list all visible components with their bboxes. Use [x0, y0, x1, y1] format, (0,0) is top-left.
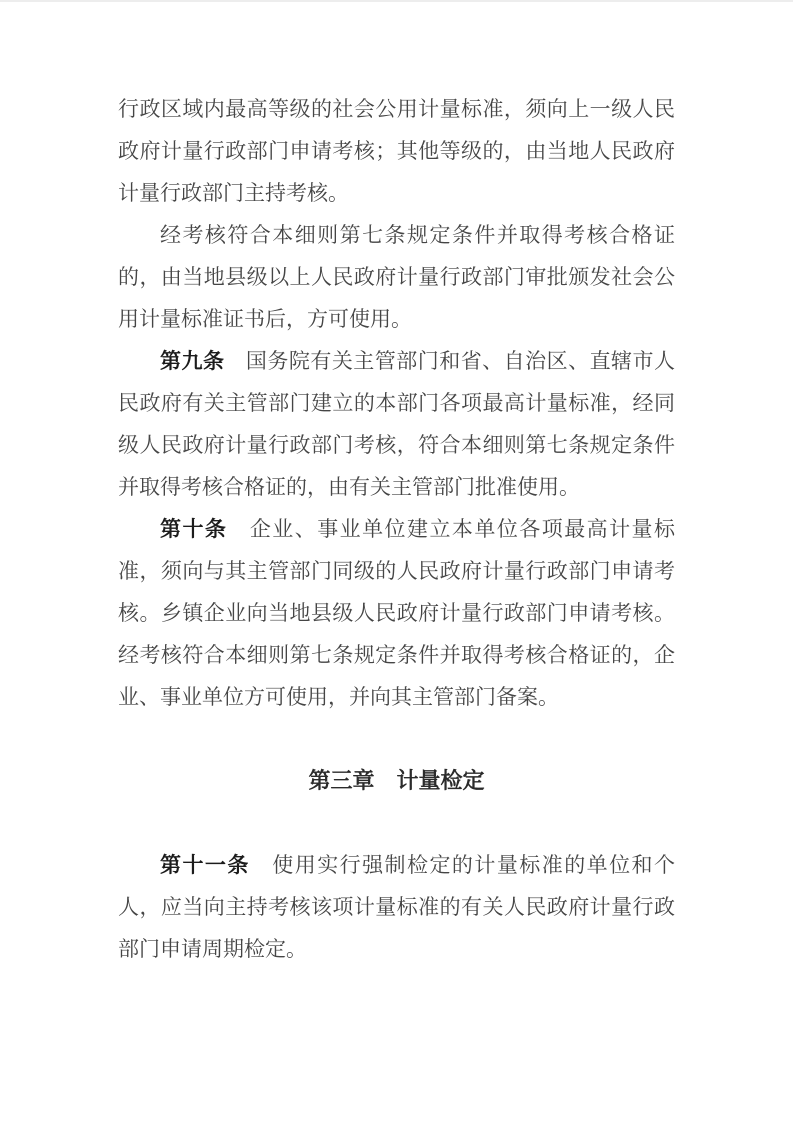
paragraph-continuation: [118, 88, 675, 214]
article-number: 第十一条: [160, 853, 250, 877]
document-content: [118, 88, 675, 970]
paragraph-text: 使用实行强制检定的计量标准的单位和个人，应当向主持考核该项计量标准的有关人民政府计量行政部门申请周期检定。: [118, 853, 676, 961]
paragraph-article-11: [118, 844, 675, 970]
paragraph-text: 经考核符合本细则第七条规定条件并取得考核合格证的，由当地县级以上人民政府计量行政部门审批颁发社会公用计量标准证书后，方可使用。: [118, 223, 675, 331]
paragraph: [118, 214, 675, 340]
article-number: 第十条: [160, 517, 228, 541]
paragraph-text: 行政区域内最高等级的社会公用计量标准，须向上一级人民政府计量行政部门申请考核；其他等级的，由当地人民政府计量行政部门主持考核。: [118, 97, 675, 205]
paragraph-article-10: [118, 508, 675, 718]
chapter-heading: 第三章 计量检定: [308, 768, 485, 793]
paragraph-text: 企业、事业单位建立本单位各项最高计量标准，须向与其主管部门同级的人民政府计量行政部门申请考核。乡镇企业向当地县级人民政府计量行政部门申请考核。经考核符合本细则第七条规定条件并取得考核合格证的，企业、事业单位方可使用，并向其主管部门备案。: [118, 517, 676, 709]
paragraph-article-9: [118, 340, 675, 508]
paragraph-text: 国务院有关主管部门和省、自治区、直辖市人民政府有关主管部门建立的本部门各项最高计量标准，经同级人民政府计量行政部门考核，符合本细则第七条规定条件并取得考核合格证的，由有关主管部门批准使用。: [118, 349, 676, 499]
article-number: 第九条: [160, 349, 225, 373]
